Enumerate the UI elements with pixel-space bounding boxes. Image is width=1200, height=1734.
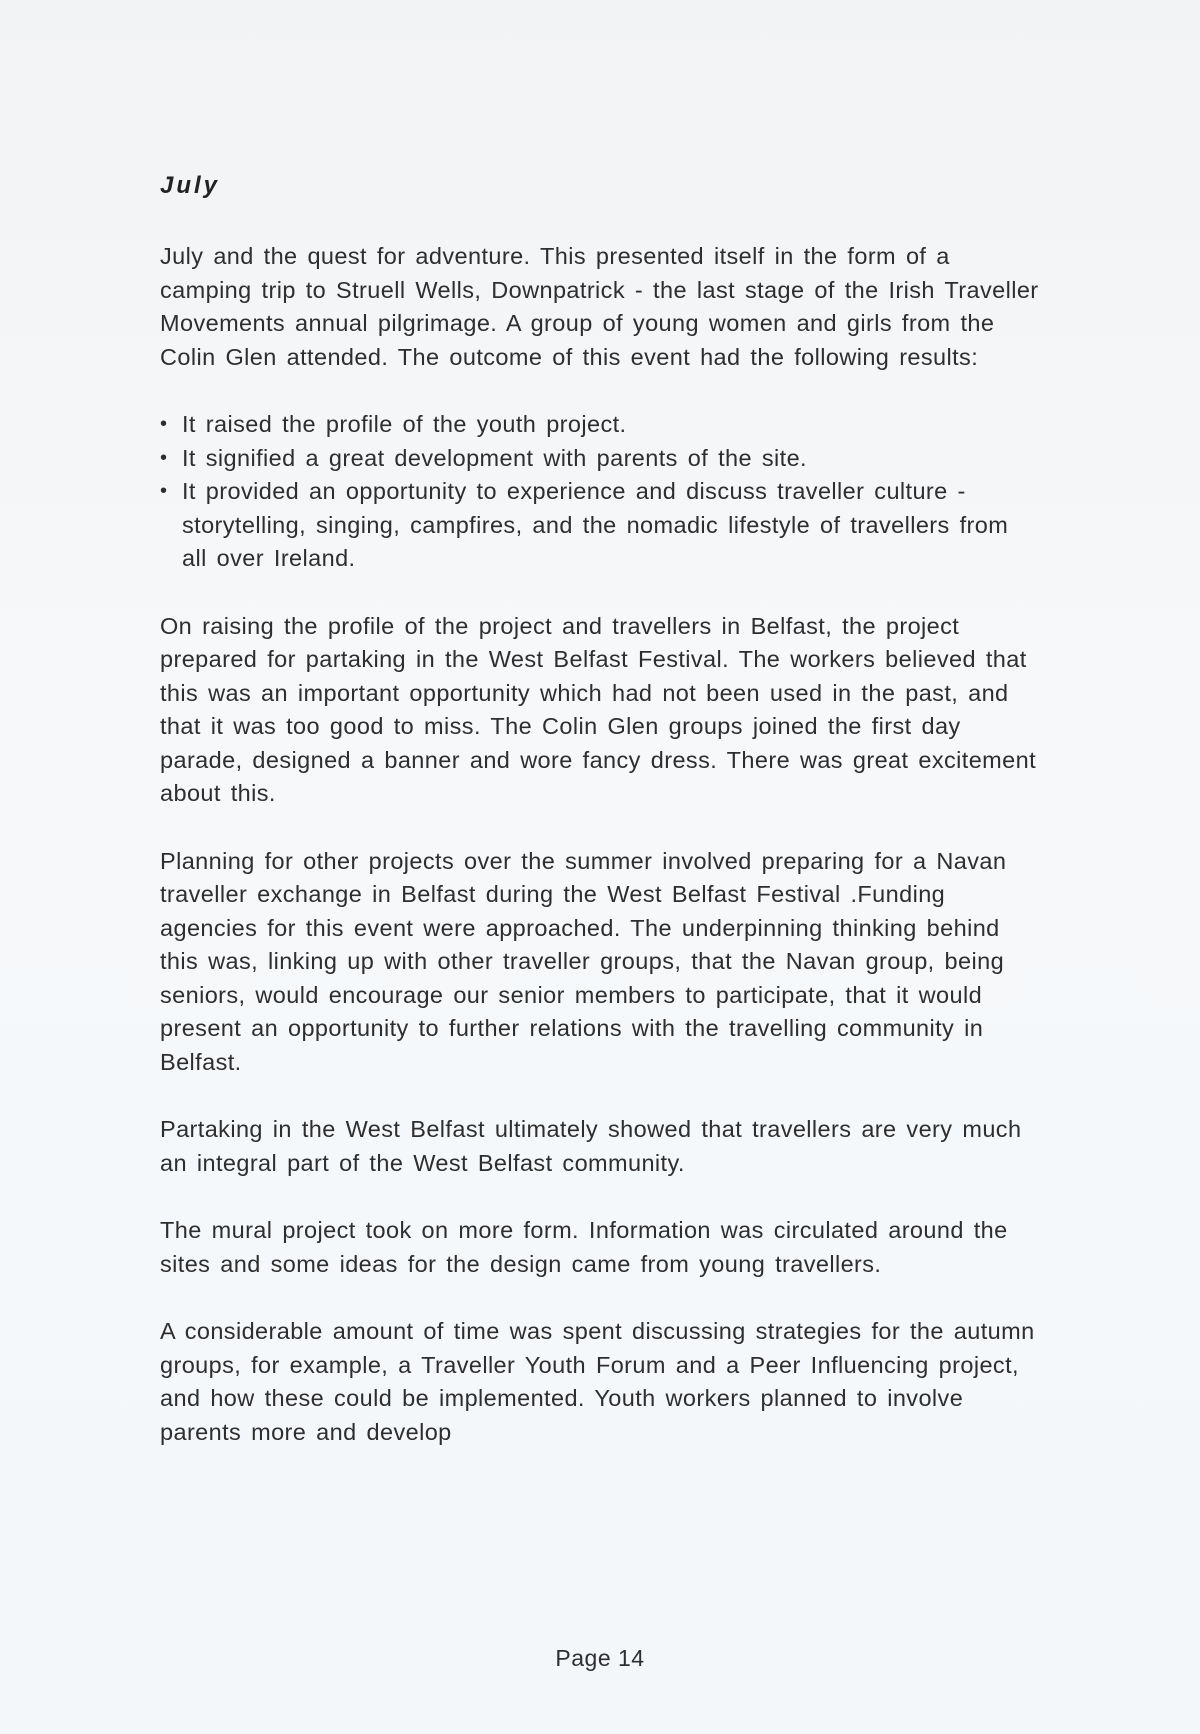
bullet-text: It signified a great development with parents of the site. bbox=[182, 444, 807, 471]
paragraph: July and the quest for adventure. This presented itself in the form of a camping trip to Struell Wells, Downpatrick - the last stage of the Irish Traveller Movements annual pilgrimage. A group of young women and girls from the Colin Glen attended. The outcome of this event had the following results: bbox=[160, 243, 1039, 370]
bullet-icon: • bbox=[160, 413, 168, 435]
bullet-text: It raised the profile of the youth project. bbox=[182, 411, 627, 437]
bullet-icon: • bbox=[160, 446, 168, 469]
bullet-text: It provided an opportunity to experience and discuss traveller culture - storytelling, singing, campfires, and the nomadic lifestyle of travellers from all over Ireland. bbox=[182, 478, 1009, 571]
paragraph: A considerable amount of time was spent discussing strategies for the autumn groups, for example, a Traveller Youth Forum and a Peer Influencing project, and how these could be implemented. Youth workers planned to involve parents more and develop bbox=[160, 1318, 1035, 1445]
paragraph: The mural project took on more form. Information was circulated around the sites and some ideas for the design came from young travellers. bbox=[160, 1217, 1008, 1277]
bullet-icon: • bbox=[160, 480, 168, 502]
bullet-list bbox=[160, 408, 1040, 576]
page-number: Page 14 bbox=[555, 1645, 645, 1671]
paragraph: Partaking in the West Belfast ultimately showed that travellers are very much an integral part of the West Belfast community. bbox=[160, 1116, 1022, 1176]
paragraph: Planning for other projects over the summer involved preparing for a Navan traveller exchange in Belfast during the West Belfast Festival .Funding agencies for this event were approached. The underpinning thinking behind this was, linking up with other traveller groups, that the Navan group, being seniors, would encourage our senior members to participate, that it would present an opportunity to further relations with the travelling community in Belfast. bbox=[160, 847, 1007, 1075]
page-content bbox=[160, 172, 1040, 1483]
section-heading: July bbox=[160, 172, 221, 199]
paragraph: On raising the profile of the project and travellers in Belfast, the project prepared for partaking in the West Belfast Festival. The workers believed that this was an important opportunity which had not been used in the past, and that it was too good to miss. The Colin Glen groups joined the first day parade, designed a banner and wore fancy dress. There was great excitement about this. bbox=[160, 612, 1037, 806]
bullet-item bbox=[160, 408, 1040, 442]
bullet-item bbox=[160, 442, 1040, 476]
bullet-item bbox=[160, 475, 1040, 576]
